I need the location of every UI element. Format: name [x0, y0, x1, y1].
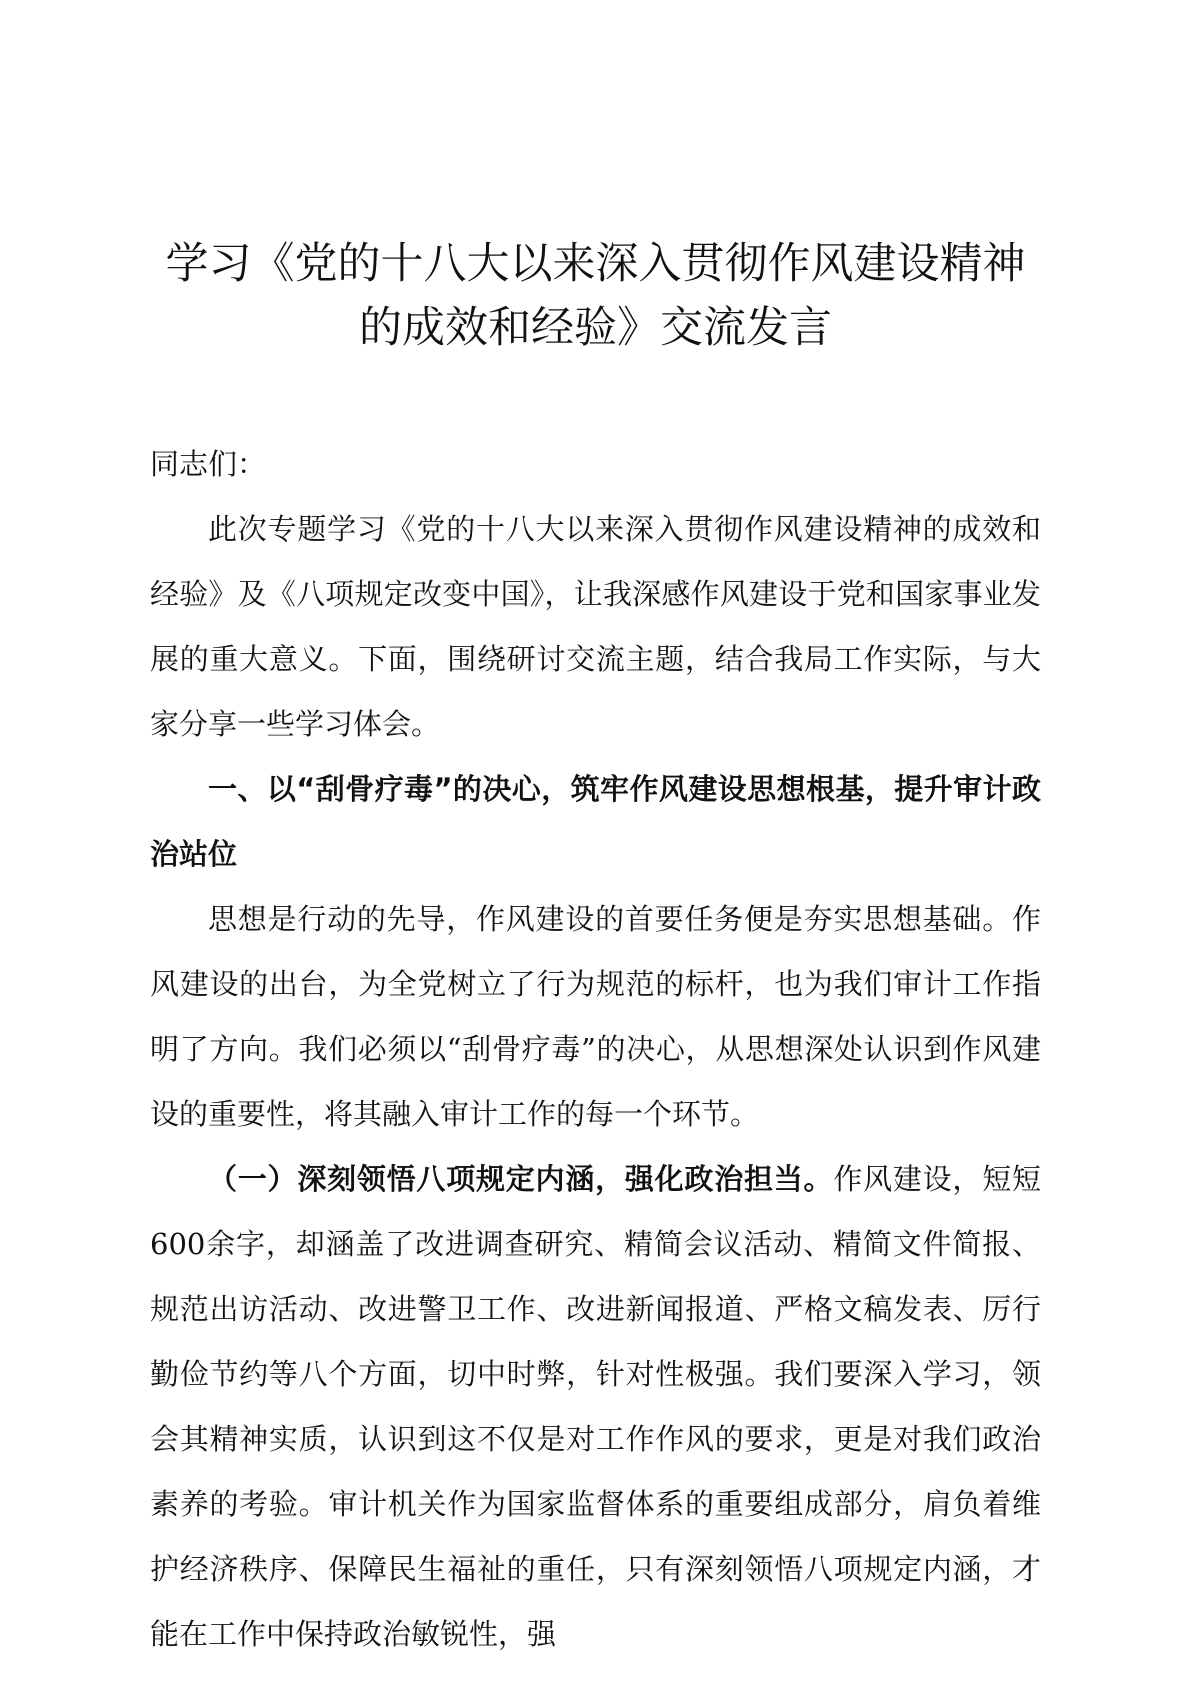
title-line-2: 的成效和经验》交流发言: [359, 303, 832, 353]
section-1-paragraph: 思想是行动的先导，作风建设的首要任务便是夯实思想基础。作风建设的出台，为全党树立了行为规范的标杆，也为我们审计工作指明了方向。我们必须以“刮骨疗毒”的决心，从思想深处认识到作风建设的重要性，将其融入审计工作的每一个环节。: [150, 902, 1041, 1131]
intro-paragraph: 此次专题学习《党的十八大以来深入贯彻作风建设精神的成效和经验》及《八项规定改变中国》，让我深感作风建设于党和国家事业发展的重大意义。下面，围绕研讨交流主题，结合我局工作实际，与大家分享一些学习体会。: [150, 512, 1041, 741]
subsection-1-heading: （一）深刻领悟八项规定内涵，强化政治担当。: [208, 1162, 834, 1196]
subsection-1-paragraph: [150, 1147, 1041, 1667]
subsection-1-body: 作风建设，短短600余字，却涵盖了改进调查研究、精简会议活动、精简文件简报、规范出访活动、改进警卫工作、改进新闻报道、严格文稿发表、厉行勤俭节约等八个方面，切中时弊，针对性极强。我们要深入学习，领会其精神实质，认识到这不仅是对工作作风的要求，更是对我们政治素养的考验。审计机关作为国家监督体系的重要组成部分，肩负着维护经济秩序、保障民生福祉的重任，只有深刻领悟八项规定内涵，才能在工作中保持政治敏锐性，强: [150, 1162, 1041, 1651]
salutation: 同志们：: [150, 447, 267, 481]
section-1-heading: 一、以“刮骨疗毒”的决心，筑牢作风建设思想根基，提升审计政治站位: [150, 772, 1041, 871]
document-body: [150, 432, 1041, 1667]
document-title: [150, 0, 1041, 360]
title-line-1: 学习《党的十八大以来深入贯彻作风建设精神: [165, 239, 1026, 289]
